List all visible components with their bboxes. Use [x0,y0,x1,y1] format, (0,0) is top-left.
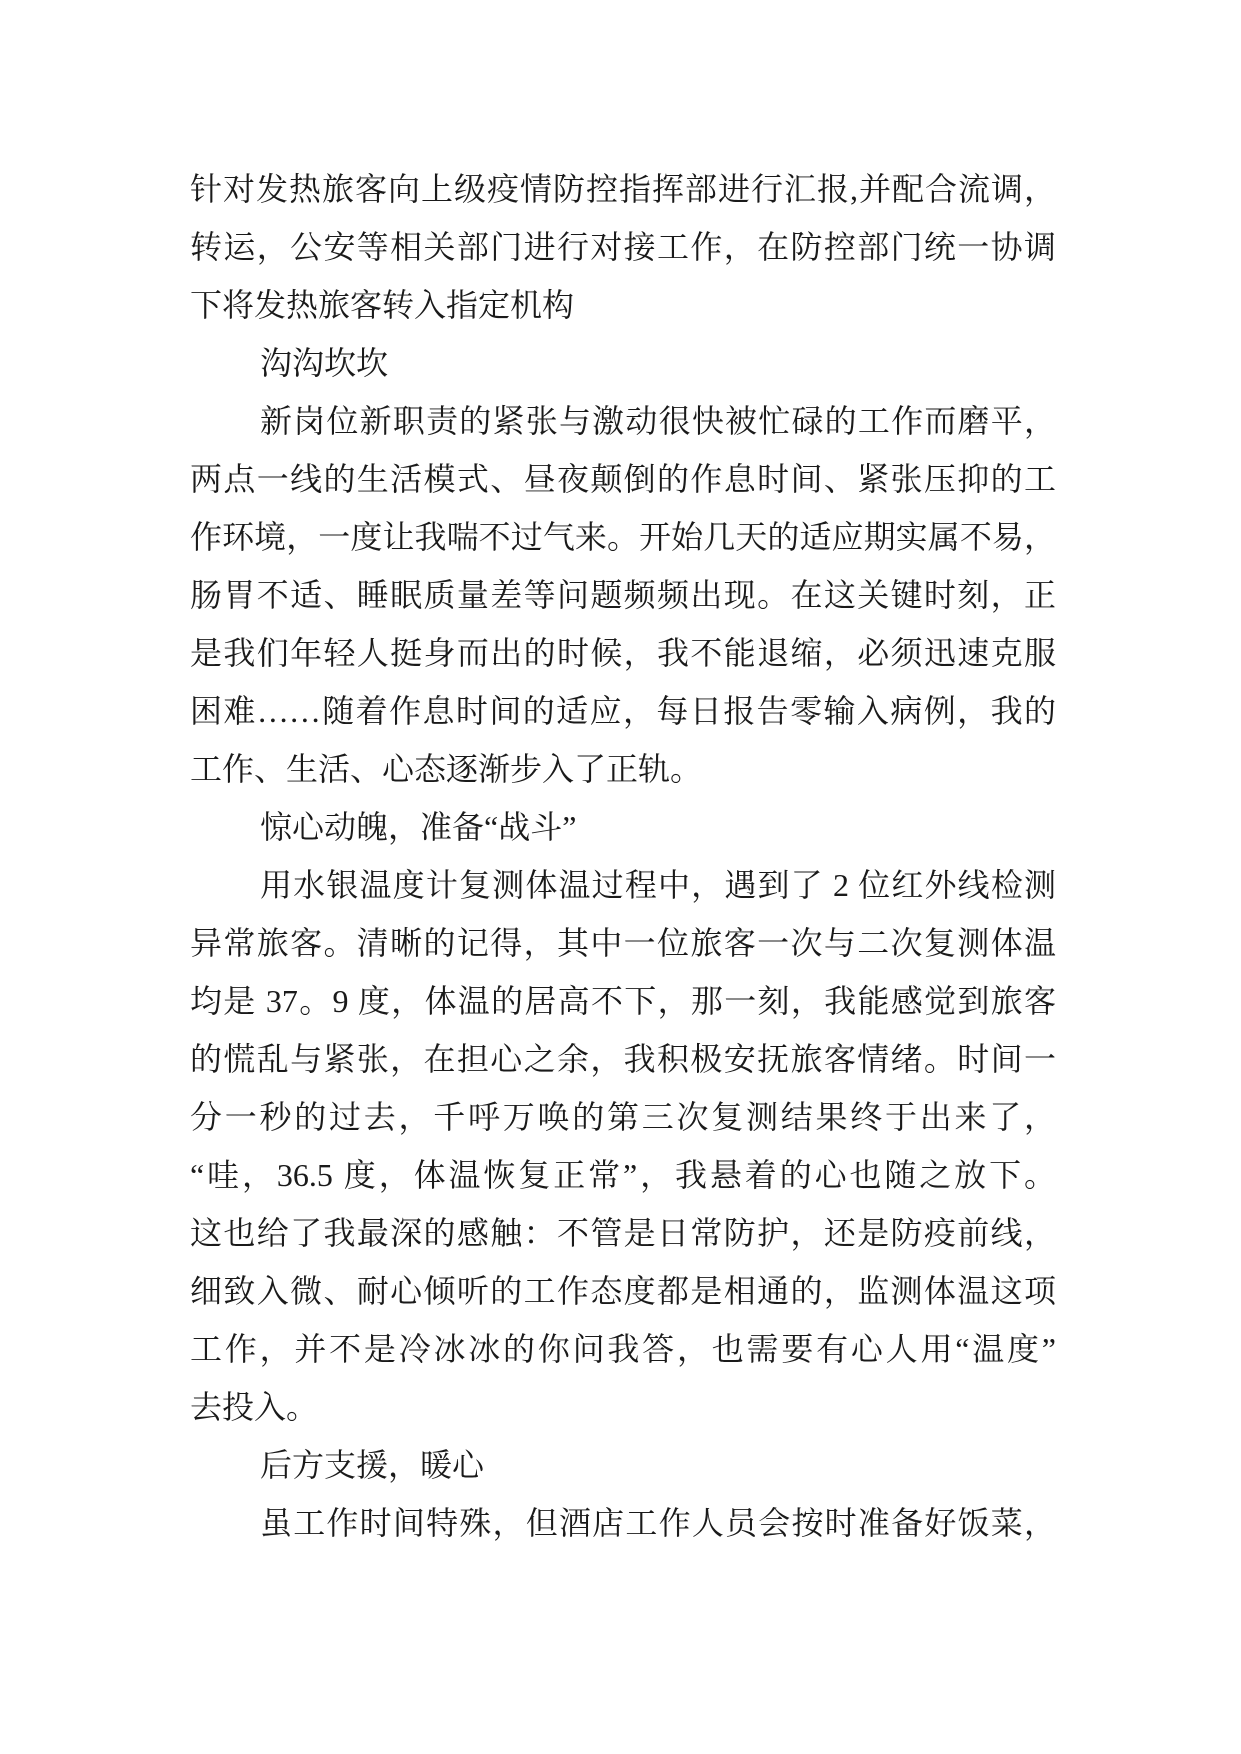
text-line: 针对发热旅客向上级疫情防控指挥部进行汇报,并配合流调， [190,171,1056,207]
section-heading: 后方支援，暖心 [260,1447,485,1483]
text-line: 困难……随着作息时间的适应，每日报告零输入病例，我的 [190,693,1056,729]
text-line: 工作、生活、心态逐渐步入了正轨。 [190,751,703,787]
text-line: 肠胃不适、睡眠质量差等问题频频出现。在这关键时刻，正 [190,577,1056,613]
text-line: 虽工作时间特殊，但酒店工作人员会按时准备好饭菜， [260,1505,1056,1541]
section-heading: 沟沟坎坎 [260,345,389,381]
text-line: 细致入微、耐心倾听的工作态度都是相通的，监测体温这项 [190,1273,1056,1309]
text-line: 新岗位新职责的紧张与激动很快被忙碌的工作而磨平， [260,403,1056,439]
text-line: 两点一线的生活模式、昼夜颠倒的作息时间、紧张压抑的工 [190,461,1056,497]
text-line: 这也给了我最深的感触：不管是日常防护，还是防疫前线， [190,1215,1056,1251]
text-line: “哇，36.5 度，体温恢复正常”，我悬着的心也随之放下。 [190,1157,1056,1193]
text-line: 转运，公安等相关部门进行对接工作，在防控部门统一协调 [190,229,1056,265]
text-line: 作环境，一度让我喘不过气来。开始几天的适应期实属不易， [190,519,1056,555]
text-line: 均是 37。9 度，体温的居高不下，那一刻，我能感觉到旅客 [190,983,1056,1019]
section-heading: 惊心动魄，准备“战斗” [260,809,577,845]
text-line: 用水银温度计复测体温过程中，遇到了 2 位红外线检测 [260,867,1056,903]
text-line: 是我们年轻人挺身而出的时候，我不能退缩，必须迅速克服 [190,635,1056,671]
text-line: 异常旅客。清晰的记得，其中一位旅客一次与二次复测体温 [190,925,1056,961]
text-line: 下将发热旅客转入指定机构 [190,287,575,323]
text-line: 去投入。 [190,1389,319,1425]
text-block [190,160,1056,1552]
text-line: 的慌乱与紧张，在担心之余，我积极安抚旅客情绪。时间一 [190,1041,1056,1077]
text-line: 工作，并不是冷冰冰的你问我答，也需要有心人用“温度” [190,1331,1056,1367]
text-line: 分一秒的过去，千呼万唤的第三次复测结果终于出来了， [190,1099,1056,1135]
